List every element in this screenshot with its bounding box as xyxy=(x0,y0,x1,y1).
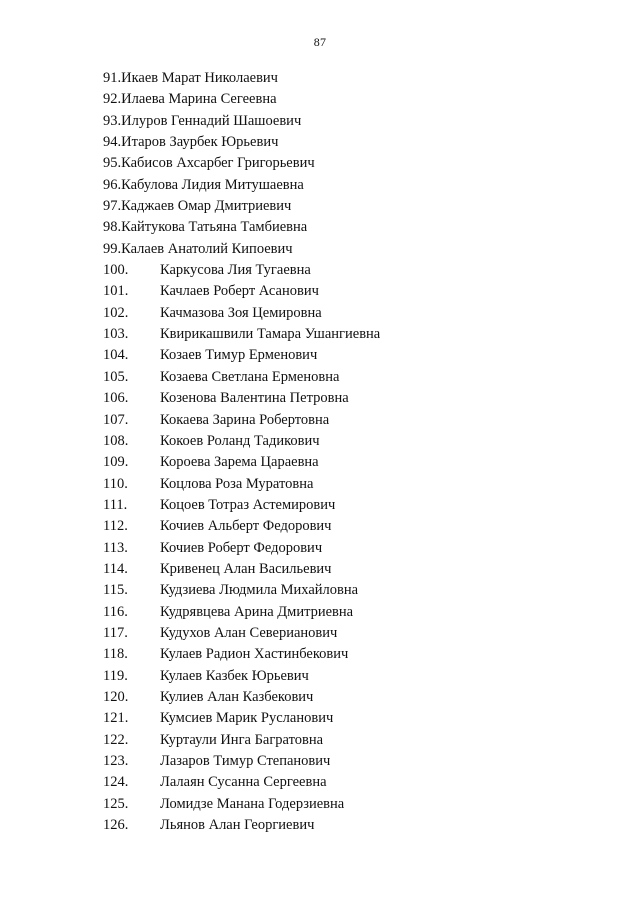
person-name: Кокоев Роланд Тадикович xyxy=(160,432,320,449)
item-number: 119. xyxy=(103,667,128,684)
item-number: 101. xyxy=(103,283,129,300)
list-item xyxy=(103,452,380,473)
list-item xyxy=(103,345,380,366)
list-item xyxy=(103,239,380,260)
person-name: Илуров Геннадий Шашоевич xyxy=(121,112,302,129)
list-item xyxy=(103,687,380,708)
item-number: 126. xyxy=(103,817,129,834)
person-name: Каджаев Омар Дмитриевич xyxy=(121,198,292,215)
person-name: Илаева Марина Сегеевна xyxy=(121,91,277,108)
list-item xyxy=(103,111,380,132)
person-name: Кулиев Алан Казбекович xyxy=(160,688,314,705)
list-item xyxy=(103,367,380,388)
list-item xyxy=(103,516,380,537)
person-name: Кумсиев Марик Русланович xyxy=(160,710,334,727)
list-item xyxy=(103,538,380,559)
item-number: 118. xyxy=(103,646,128,663)
list-item xyxy=(103,324,380,345)
item-number: 94. xyxy=(103,134,122,151)
list-item xyxy=(103,132,380,153)
item-number: 110. xyxy=(103,475,128,492)
item-number: 93. xyxy=(103,112,122,129)
list-item xyxy=(103,175,380,196)
item-number: 103. xyxy=(103,326,129,343)
item-number: 97. xyxy=(103,198,122,215)
list-item xyxy=(103,217,380,238)
page-number: 87 xyxy=(313,35,327,49)
list-item xyxy=(103,666,380,687)
person-name: Кудрявцева Арина Дмитриевна xyxy=(160,603,354,620)
person-name: Коцоев Тотраз Астемирович xyxy=(160,496,336,513)
list-item xyxy=(103,89,380,110)
person-name: Кочиев Альберт Федорович xyxy=(160,518,332,535)
person-name: Кабулова Лидия Митушаевна xyxy=(121,176,304,193)
item-number: 121. xyxy=(103,710,129,727)
list-item xyxy=(103,495,380,516)
list-item xyxy=(103,281,380,302)
list-item xyxy=(103,644,380,665)
item-number: 102. xyxy=(103,304,129,321)
item-number: 114. xyxy=(103,560,128,577)
list-item xyxy=(103,602,380,623)
list-item xyxy=(103,68,380,89)
item-number: 105. xyxy=(103,368,129,385)
item-number: 104. xyxy=(103,347,129,364)
person-name: Льянов Алан Георгиевич xyxy=(160,817,315,834)
item-number: 112. xyxy=(103,518,128,535)
list-item xyxy=(103,730,380,751)
person-name: Кокаева Зарина Робертовна xyxy=(160,411,330,428)
item-number: 98. xyxy=(103,219,122,236)
person-name: Кайтукова Татьяна Тамбиевна xyxy=(121,219,308,236)
item-number: 115. xyxy=(103,582,128,599)
list-item xyxy=(103,580,380,601)
item-number: 92. xyxy=(103,91,122,108)
list-item xyxy=(103,388,380,409)
item-number: 109. xyxy=(103,454,129,471)
list-item xyxy=(103,153,380,174)
item-number: 99. xyxy=(103,240,122,257)
person-name: Кочиев Роберт Федорович xyxy=(160,539,323,556)
list-item xyxy=(103,431,380,452)
list-item xyxy=(103,559,380,580)
list-item xyxy=(103,196,380,217)
list-item xyxy=(103,410,380,431)
person-name: Козенова Валентина Петровна xyxy=(160,390,349,407)
person-name: Коцлова Роза Муратовна xyxy=(160,475,314,492)
person-name: Калаев Анатолий Кипоевич xyxy=(121,240,293,257)
person-name: Короева Зарема Цараевна xyxy=(160,454,319,471)
list-item xyxy=(103,260,380,281)
list-item xyxy=(103,751,380,772)
person-name: Икаев Марат Николаевич xyxy=(121,70,278,86)
person-name: Козаева Светлана Ерменовна xyxy=(160,368,340,385)
person-name: Качмазова Зоя Цемировна xyxy=(160,304,322,321)
person-name: Ломидзе Манана Годерзиевна xyxy=(160,795,345,812)
person-name: Козаев Тимур Ерменович xyxy=(160,347,318,364)
list-item xyxy=(103,815,380,836)
name-list xyxy=(103,68,380,836)
list-item xyxy=(103,708,380,729)
person-name: Кривенец Алан Васильевич xyxy=(160,560,332,577)
list-item xyxy=(103,623,380,644)
list-item xyxy=(103,772,380,793)
person-name: Кудзиева Людмила Михайловна xyxy=(160,582,359,599)
item-number: 106. xyxy=(103,390,129,407)
person-name: Кулаев Радион Хастинбекович xyxy=(160,646,349,663)
person-name: Кудухов Алан Северианович xyxy=(160,624,338,641)
person-name: Каркусова Лия Тугаевна xyxy=(160,262,311,279)
item-number: 108. xyxy=(103,432,129,449)
item-number: 123. xyxy=(103,753,129,769)
list-item xyxy=(103,794,380,815)
item-number: 95. xyxy=(103,155,122,172)
item-number: 96. xyxy=(103,176,122,193)
item-number: 120. xyxy=(103,688,129,705)
item-number: 107. xyxy=(103,411,129,428)
item-number: 91. xyxy=(103,70,122,86)
person-name: Лазаров Тимур Степанович xyxy=(160,753,331,769)
item-number: 100. xyxy=(103,262,129,279)
item-number: 125. xyxy=(103,795,129,812)
person-name: Итаров Заурбек Юрьевич xyxy=(121,134,279,151)
item-number: 116. xyxy=(103,603,128,620)
item-number: 124. xyxy=(103,774,129,791)
person-name: Кабисов Ахсарбег Григорьевич xyxy=(121,155,315,172)
person-name: Качлаев Роберт Асанович xyxy=(160,283,319,300)
item-number: 117. xyxy=(103,624,128,641)
person-name: Квирикашвили Тамара Ушангиевна xyxy=(160,326,381,343)
list-item xyxy=(103,474,380,495)
list-item xyxy=(103,303,380,324)
item-number: 111. xyxy=(103,496,128,513)
item-number: 113. xyxy=(103,539,128,556)
person-name: Куртаули Инга Багратовна xyxy=(160,731,324,748)
item-number: 122. xyxy=(103,731,129,748)
person-name: Лалаян Сусанна Сергеевна xyxy=(160,774,327,791)
person-name: Кулаев Казбек Юрьевич xyxy=(160,667,309,684)
